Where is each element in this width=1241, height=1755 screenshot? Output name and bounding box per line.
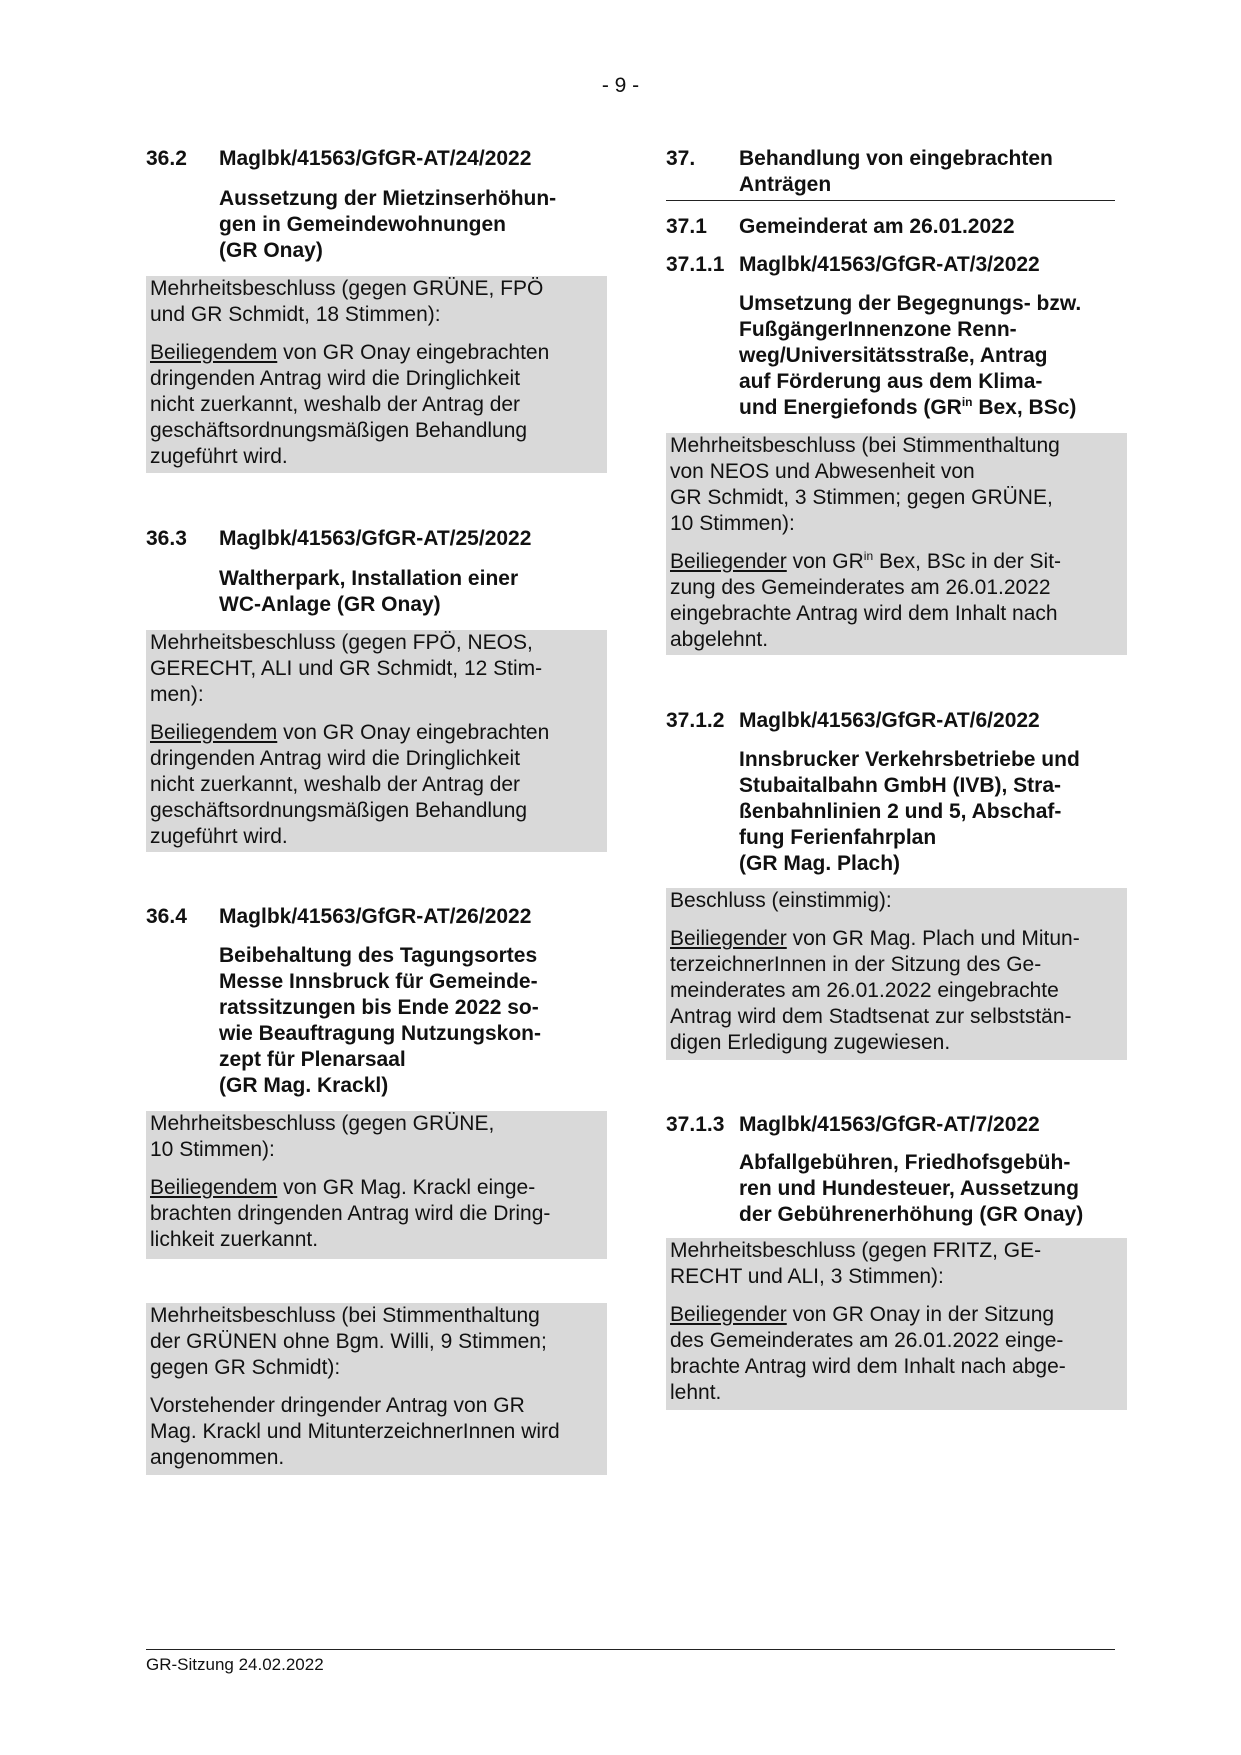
item-title-37-1-3: Abfallgebühren, Friedhofsgebüh- ren und Hundesteuer, Aussetzung der Gebührenerhöhung (GR Onay): [739, 1151, 1084, 1226]
decision-box-37-1-2: Beschluss (einstimmig): Beiliegender von GR Mag. Plach und Mitun- terzeichnerInnen in der Sitzung des Ge- meinderates am 26.01.2022 eingebrachte Antrag wird dem Stadtsenat zur selbststän- digen Erledigung zugewiesen.: [666, 888, 1127, 1060]
resolution-text: Beiliegender von $GR^{in}$ Bex, BSc in der Sit-: [670, 549, 1062, 573]
section-divider: [666, 200, 1115, 201]
vote-text: Mehrheitsbeschluss (gegen FPÖ, NEOS,: [150, 631, 533, 654]
resolution-text: Beiliegendem von GR Onay eingebrachten: [150, 721, 550, 744]
vote-text: Mehrheitsbeschluss (bei Stimmenthaltung: [670, 434, 1060, 457]
resolution-text: Vorstehender dringender Antrag von GR: [150, 1394, 525, 1417]
decision-box-36-4-adoption: Mehrheitsbeschluss (bei Stimmenthaltung der GRÜNEN ohne Bgm. Willi, 9 Stimmen; gegen GR Schmidt): Vorstehender dringender Antrag von GR Mag. Krackl und MitunterzeichnerInnen wird angenommen.: [146, 1303, 607, 1475]
decision-box-37-1-1: Mehrheitsbeschluss (bei Stimmenthaltung von NEOS und Abwesenheit von GR Schmidt, 3 Stimmen; gegen GRÜNE, 10 Stimmen): Beiliegender von $GR^{in}$ Bex, BSc in der Sit- zung des Gemeinderates am 26.01.2022 eingebrachte Antrag wird dem Inhalt nach abgelehnt.: [666, 433, 1127, 655]
item-title-36-2: Aussetzung der Mietzinserhöhun- gen in Gemeindewohnungen (GR Onay): [219, 187, 557, 262]
resolution-text: Beiliegendem von GR Onay eingebrachten: [150, 341, 550, 364]
item-title-36-3: Waltherpark, Installation einer WC-Anlage (GR Onay): [219, 567, 519, 616]
decision-box-36-3: Mehrheitsbeschluss (gegen FPÖ, NEOS, GERECHT, ALI und GR Schmidt, 12 Stim- men): Beiliegendem von GR Onay eingebrachten dringenden Antrag wird die Dringlichkeit nicht zuerkannt, weshalb der Antrag der geschäftsordnungsmäßigen Behandlung zugeführt wird.: [146, 630, 607, 852]
item-title-37-1-1: Umsetzung der Begegnungs- bzw. FußgängerInnenzone Renn- weg/Universitätsstraße, Antrag auf Förderung aus dem Klima- und Energiefonds ($GR^{in}$ Bex, BSc): [739, 292, 1082, 419]
footer-divider: [146, 1649, 1115, 1650]
vote-text: Mehrheitsbeschluss (gegen GRÜNE,: [150, 1112, 495, 1135]
page-number: - 9 -: [601, 74, 640, 97]
vote-text: Beschluss (einstimmig):: [670, 889, 892, 912]
resolution-text: Beiliegender von GR Onay in der Sitzung: [670, 1303, 1055, 1326]
vote-text: Mehrheitsbeschluss (bei Stimmenthaltung: [150, 1304, 540, 1327]
decision-box-37-1-3: Mehrheitsbeschluss (gegen FRITZ, GE- RECHT und ALI, 3 Stimmen): Beiliegender von GR Onay in der Sitzung des Gemeinderates am 26.01.2022 einge- brachte Antrag wird dem Inhalt nach abge- lehnt.: [666, 1238, 1127, 1410]
resolution-text: Beiliegendem von GR Mag. Krackl einge-: [150, 1176, 536, 1199]
item-title-36-4: Beibehaltung des Tagungsortes Messe Innsbruck für Gemeinde- ratssitzungen bis Ende 2022 so- wie Beauftragung Nutzungskon- zept für Plenarsaal (GR Mag. Krackl): [219, 944, 541, 1097]
footer-text: GR-Sitzung 24.02.2022: [146, 1655, 324, 1674]
resolution-text: Beiliegender von GR Mag. Plach und Mitun-: [670, 927, 1080, 950]
vote-text: Mehrheitsbeschluss (gegen FRITZ, GE-: [670, 1239, 1042, 1262]
item-title-37-1-2: Innsbrucker Verkehrsbetriebe und Stubaitalbahn GmbH (IVB), Stra- ßenbahnlinien 2 und 5, Abschaf- fung Ferienfahrplan (GR Mag. Plach): [739, 748, 1080, 875]
decision-box-36-2: Mehrheitsbeschluss (gegen GRÜNE, FPÖ und GR Schmidt, 18 Stimmen): Beiliegendem von GR Onay eingebrachten dringenden Antrag wird die Dringlichkeit nicht zuerkannt, weshalb der Antrag der geschäftsordnungsmäßigen Behandlung zugeführt wird.: [146, 276, 607, 473]
decision-box-36-4-urgency: Mehrheitsbeschluss (gegen GRÜNE, 10 Stimmen): Beiliegendem von GR Mag. Krackl einge- brachten dringenden Antrag wird die Dring- lichkeit zuerkannt.: [146, 1111, 607, 1259]
vote-text: Mehrheitsbeschluss (gegen GRÜNE, FPÖ: [150, 277, 544, 300]
